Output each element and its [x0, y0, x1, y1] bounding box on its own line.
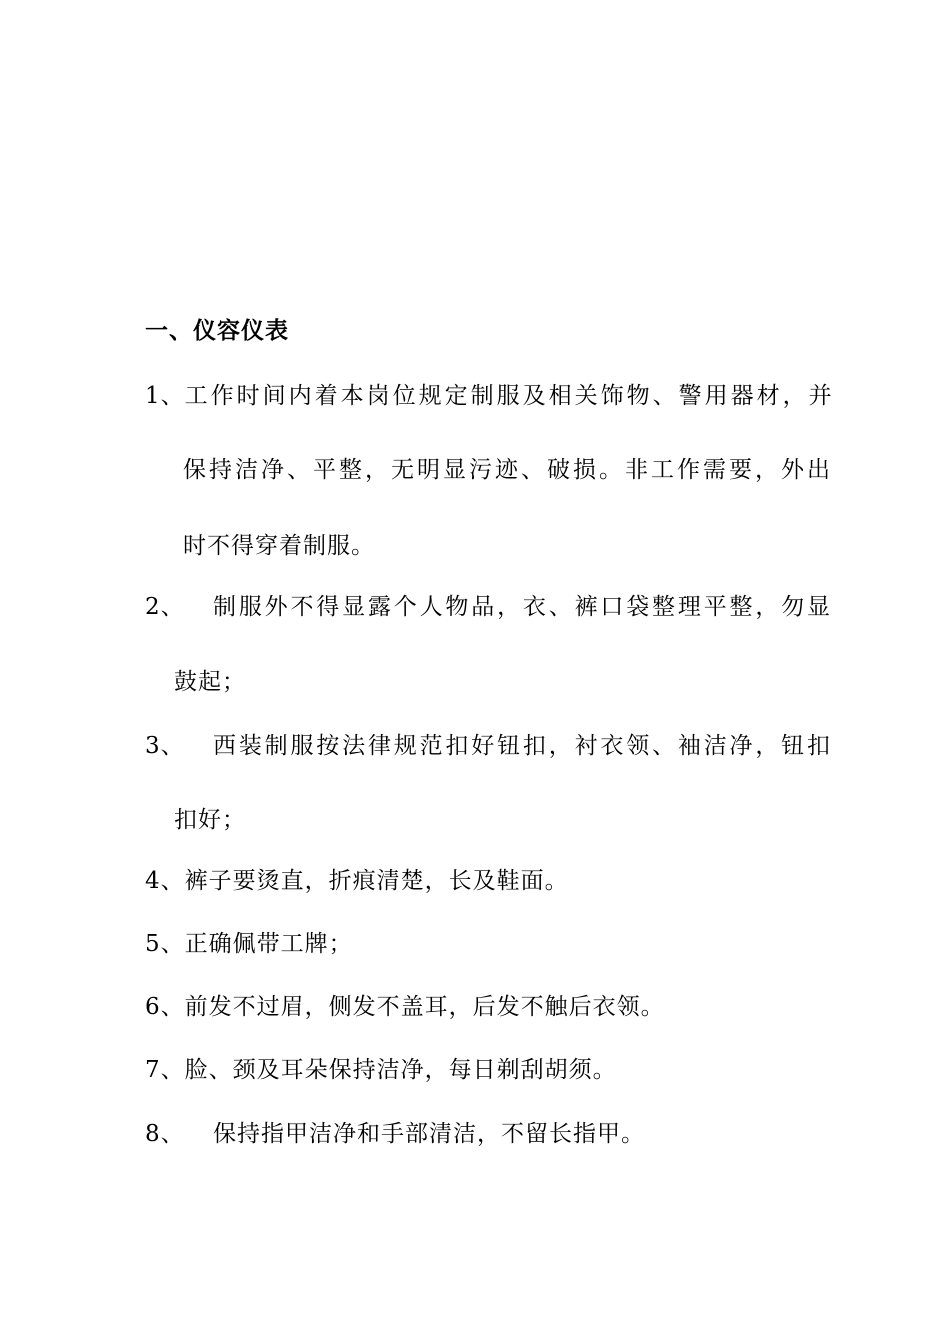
list-item-1-line-3 [183, 531, 375, 561]
list-item-3-line-2 [174, 805, 246, 835]
item-text: 保持指甲洁净和手部清洁，不留长指甲。 [213, 1121, 645, 1147]
list-item-7 [145, 1055, 617, 1085]
list-item-2-line-1 [145, 592, 831, 622]
list-item-2-line-2 [174, 667, 246, 697]
item-text: 脸、颈及耳朵保持洁净，每日剃刮胡须。 [184, 1057, 617, 1083]
item-text: 工作时间内着本岗位规定制服及相关饰物、警用器材，并 [184, 383, 833, 409]
item-number: 5、 [145, 931, 185, 957]
item-number: 1、 [145, 383, 185, 409]
item-text: 裤子要烫直，折痕清楚，长及鞋面。 [184, 868, 569, 894]
item-number: 7、 [145, 1057, 185, 1083]
item-text: 鼓起； [174, 669, 246, 695]
item-text: 扣好； [174, 807, 246, 833]
item-number: 8、 [145, 1121, 185, 1147]
list-item-5 [145, 929, 353, 959]
item-text: 前发不过眉，侧发不盖耳，后发不触后衣领。 [184, 994, 665, 1020]
list-item-8 [145, 1119, 645, 1149]
item-text: 时不得穿着制服。 [183, 533, 375, 559]
item-text: 正确佩带工牌； [184, 931, 353, 957]
section-heading: 一、仪容仪表 [145, 318, 289, 344]
item-number: 4、 [145, 868, 185, 894]
item-number: 6、 [145, 994, 185, 1020]
list-item-1-line-1 [145, 381, 833, 411]
list-item-6 [145, 992, 665, 1022]
item-number: 2、 [145, 594, 185, 620]
list-item-3-line-1 [145, 731, 831, 761]
item-text: 保持洁净、平整，无明显污迹、破损。非工作需要，外出 [183, 457, 831, 483]
item-number: 3、 [145, 733, 185, 759]
list-item-1-line-2 [183, 455, 831, 485]
item-text: 制服外不得显露个人物品，衣、裤口袋整理平整，勿显 [213, 594, 831, 620]
list-item-4 [145, 866, 569, 896]
item-text: 西装制服按法律规范扣好钮扣，衬衣领、袖洁净，钮扣 [213, 733, 831, 759]
